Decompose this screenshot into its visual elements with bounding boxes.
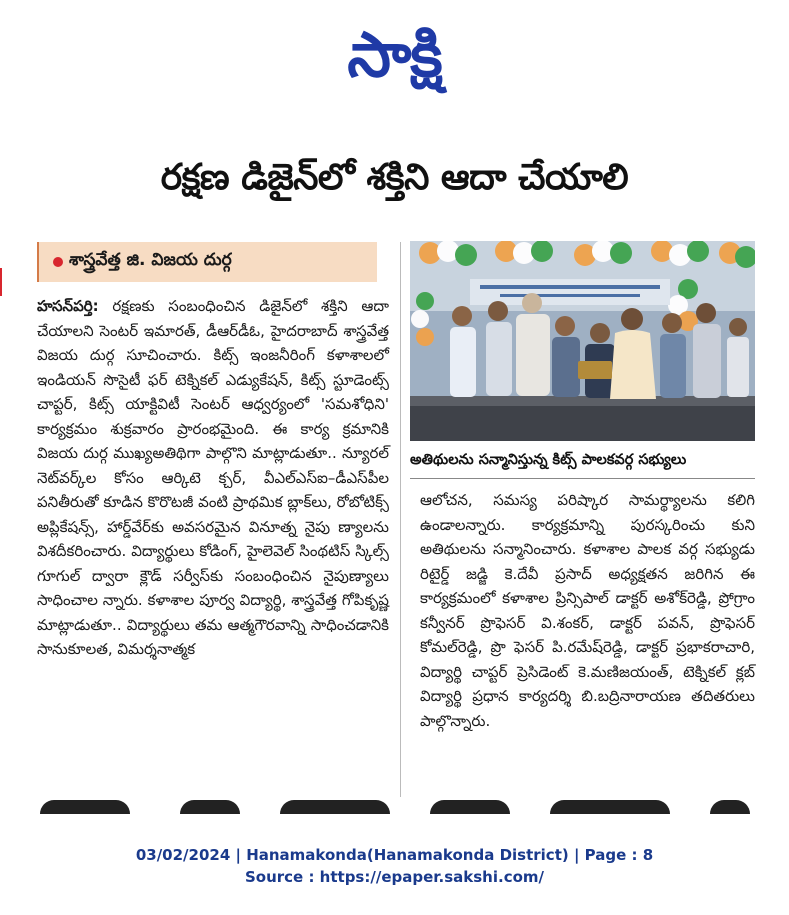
next-article-headline-clipped [30, 800, 770, 814]
article-body-left [37, 294, 389, 662]
page-edge-mark [0, 268, 2, 296]
event-photo [410, 241, 755, 441]
masthead [0, 10, 789, 100]
byline-strip [37, 242, 377, 282]
photo-caption: అతిథులను సన్మానిస్తున్న కిట్స్ పాలకవర్గ సభ్యులు [410, 452, 687, 468]
body-text-left: రక్షణకు సంబంధించిన డిజైన్‌లో శక్తిని ఆదా చేయాలని సెంటర్ ఇమారత్, డీఆర్‌డీఓ, హైదరాబాద్ శాస్త్రవేత్త విజయ దుర్గ సూచించారు. కిట్స్ ఇంజనీరింగ్ కళాశాలలో ఇండియన్ సొసైటీ ఫర్ టెక్నికల్ ఎడ్యుకేషన్, కిట్స్ స్టూడెంట్స్ చాప్టర్, కిట్స్ యాక్టివిటీ సెంటర్ ఆధ్వర్యంలో 'సమశోధిని' కార్యక్రమం శుక్రవారం ప్రారంభమైంది. ఈ కార్య క్రమానికి విజయ దుర్గ ముఖ్యఅతిథిగా పాల్గొని మాట్లాడుతూ.. న్యూరల్ నెట్‌వర్క్‌ల కోసం ఆర్కిటె క్చర్, వీఎల్‌ఎస్‌ఐ–డీఎస్‌పీల పనితీరుతో కూడిన కొరొటజీ వంటి ప్రాథమిక బ్లాక్‌లు, రోబోటిక్స్ అప్లికేషన్స్, హార్డ్‌వేర్‌కు అవసరమైన వినూత్న నైపు ణ్యాలను విశదీకరించారు. విద్యార్థులు కోడింగ్, హైలెవెల్ సింథటిస్ స్కిల్స్ గూగుల్ ద్వారా క్లౌడ్ సర్వీస్‌కు సంబంధించిన నైపుణ్యాలు సాధించాల న్నారు. కళాశాల పూర్వ విద్యార్థి, శాస్త్రవేత్త గోపికృష్ణ మాట్లాడుతూ.. విద్యార్థులు తమ ఆత్మగౌరవాన్ని సాధించడానికి సానుకూలత, విమర్శనాత్మక [37, 297, 389, 658]
article-headline: రక్షణ డిజైన్‌లో శక్తిని ఆదా చేయాలి [160, 157, 629, 198]
sakshi-logo: సాక్షి [347, 18, 442, 91]
bullet-dot-icon [53, 257, 63, 267]
caption-divider [410, 478, 755, 479]
column-divider [400, 242, 401, 797]
article-body-right: ఆలోచన, సమస్య పరిష్కార సామర్థ్యాలను కలిగి ఉండాలన్నారు. కార్యక్రమాన్ని పురస్కరించు కుని అతిథులను సన్మానించారు. కళాశాల పాలక వర్గ సభ్యుడు రిటైర్డ్ జడ్జి కె.దేవీ ప్రసాద్ అధ్యక్షతన జరిగిన ఈ కార్యక్రమంలో కళాశాల ప్రిన్సిపాల్ డాక్టర్ అశోక్‌రెడ్డి, ప్రోగ్రాం కన్వీనర్ ప్రొఫెసర్ వి.శంకర్, డాక్టర్ పవన్, ప్రొఫెసర్ కోమల్‌రెడ్డి, ప్రొ ఫెసర్ పి.రమేష్‌రెడ్డి, డాక్టర్ ప్రభాకరాచారి, విద్యార్థి చాప్టర్ ప్రెసిడెంట్ కె.మణిజయంత్, టెక్నికల్ క్లబ్ విద్యార్థి ప్రధాన కార్యదర్శి బి.బద్రినారాయణ తదితరులు పాల్గొన్నారు. [420, 491, 755, 730]
footer-source-link[interactable]: Source : https://epaper.sakshi.com/ [244, 868, 544, 886]
dateline: హసన్‌పర్తి: [37, 297, 99, 315]
event-photo-illustration [410, 241, 755, 441]
byline-name: శాస్త్రవేత్త జి. విజయ దుర్గ [69, 250, 232, 270]
byline-accent-bar [37, 242, 39, 282]
footer-date-edition: 03/02/2024 | Hanamakonda(Hanamakonda District) | Page : 8 [135, 846, 654, 864]
